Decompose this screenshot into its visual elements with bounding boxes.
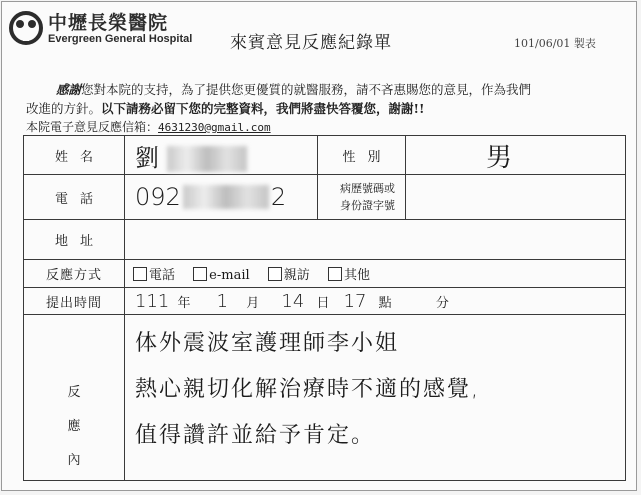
row-address	[24, 220, 626, 260]
email-line	[26, 118, 271, 135]
content-line-3: 值得讚許並給予肯定。	[135, 423, 376, 448]
email-label: 本院電子意見反應信箱：	[26, 120, 159, 134]
feedback-table	[23, 135, 626, 481]
checkbox-icon[interactable]	[133, 267, 147, 281]
checkbox-icon[interactable]	[193, 267, 207, 281]
checkbox-icon[interactable]	[268, 267, 282, 281]
checkbox-icon[interactable]	[328, 267, 342, 281]
time-year: 111	[135, 290, 170, 312]
intro-line-1: 您對本院的支持，為了提供您更優質的就醫服務，請不吝惠賜您的意見，作為我們	[81, 82, 532, 97]
gender-label: 性別	[318, 136, 406, 175]
time-month: 1	[216, 290, 229, 312]
row-content	[24, 315, 626, 481]
time-minute-unit: 分	[435, 295, 449, 311]
time-month-unit: 月	[246, 295, 260, 311]
time-hour: 17	[343, 290, 367, 312]
time-year-unit: 年	[177, 295, 191, 311]
address-field[interactable]	[125, 220, 626, 260]
record-number-label	[318, 175, 406, 220]
feedback-form-page	[1, 1, 637, 491]
intro-lead: 感謝	[56, 82, 82, 97]
time-hour-unit: 點	[378, 295, 392, 311]
time-day-unit: 日	[316, 295, 330, 311]
row-phone	[24, 175, 626, 220]
phone-prefix: 092	[135, 183, 181, 211]
intro-text	[26, 80, 626, 118]
intro-line-2-plain: 改進的方針。	[26, 101, 102, 116]
intro-line-2-bold: 以下請務必留下您的完整資料，我們將盡快答覆您，謝謝!!	[101, 101, 425, 116]
address-label: 地址	[24, 220, 125, 260]
form-date: 101/06/01 製表	[514, 37, 596, 50]
time-label: 提出時間	[24, 288, 125, 315]
gender-value: 男	[486, 142, 513, 173]
name-label: 姓名	[24, 136, 125, 175]
phone-redaction	[183, 185, 269, 209]
hospital-name-zh: 中壢長榮醫院	[48, 12, 169, 34]
content-text	[125, 315, 625, 459]
method-option-other[interactable]: 其他	[328, 264, 370, 283]
content-line-2: 熱心親切化解治療時不適的感覺,	[135, 377, 480, 402]
content-field[interactable]	[125, 315, 626, 481]
content-line-1: 体外震波室護理師李小姐	[135, 331, 400, 356]
row-method	[24, 260, 626, 288]
record-label-line-2: 身份證字號	[340, 199, 395, 212]
name-value: 劉	[135, 143, 159, 172]
time-day: 14	[281, 290, 305, 312]
content-label: 反 應 內	[24, 315, 125, 481]
phone-label: 電話	[24, 175, 125, 220]
method-option-phone[interactable]: 電話	[133, 264, 175, 283]
record-label-line-1: 病歷號碼或	[340, 182, 395, 195]
method-option-email[interactable]: e-mail	[193, 267, 249, 283]
hospital-logo-mark-icon	[8, 10, 44, 46]
name-field[interactable]	[125, 136, 318, 175]
time-field[interactable]	[125, 288, 626, 315]
method-option-visit[interactable]: 親訪	[268, 264, 310, 283]
email-address: 4631230@gmail.com	[158, 121, 271, 134]
phone-suffix: 2	[270, 183, 287, 211]
name-redaction	[167, 146, 247, 172]
row-time	[24, 288, 626, 315]
form-title: 來賓意見反應紀錄單	[230, 33, 392, 53]
phone-field[interactable]	[125, 175, 318, 220]
method-label: 反應方式	[24, 260, 125, 288]
row-name	[24, 136, 626, 175]
method-options	[125, 260, 626, 288]
hospital-logo	[8, 6, 223, 50]
gender-field[interactable]	[406, 136, 626, 175]
hospital-name-en: Evergreen General Hospital	[48, 33, 193, 45]
record-number-field[interactable]	[406, 175, 626, 220]
